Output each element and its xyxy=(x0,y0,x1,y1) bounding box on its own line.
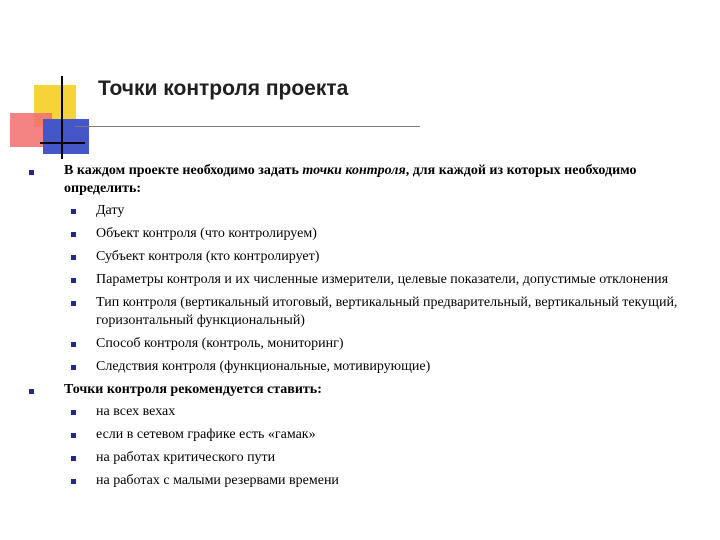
sub-item xyxy=(26,271,706,289)
sub-item-text: Параметры контроля и их численные измерители, целевые показатели, допустимые отклонения xyxy=(96,272,669,287)
item-1-text-a: В каждом проекте необходимо задать xyxy=(64,163,303,178)
sub-item-text: Способ контроля (контроль, мониторинг) xyxy=(96,336,344,351)
square-bullet-icon xyxy=(71,209,76,214)
sub-item xyxy=(26,426,706,444)
slide-body xyxy=(26,162,706,495)
sub-item-text: на всех вехах xyxy=(96,404,176,419)
bullet-item-2 xyxy=(26,381,706,399)
sub-item xyxy=(26,335,706,353)
sub-item xyxy=(26,449,706,467)
title-underline xyxy=(75,126,420,127)
sub-item-text: на работах критического пути xyxy=(96,450,276,465)
sub-item-text: Тип контроля (вертикальный итоговый, вертикальный предварительный, вертикальный текущий, горизонтальный функциональный) xyxy=(96,295,678,328)
square-bullet-icon xyxy=(71,456,76,461)
sub-item xyxy=(26,294,706,330)
square-bullet-icon xyxy=(71,278,76,283)
square-bullet-icon xyxy=(71,255,76,260)
sub-item-text: Субъект контроля (кто контролирует) xyxy=(96,249,320,264)
slide-title: Точки контроля проекта xyxy=(98,77,349,100)
item-2-text: Точки контроля рекомендуется ставить: xyxy=(64,382,322,397)
square-bullet-icon xyxy=(71,410,76,415)
logo-vertical-line xyxy=(61,76,63,159)
item-1-text-b: , для каждой из которых необходимо определить: xyxy=(64,163,637,196)
sub-item-text: на работах с малыми резервами времени xyxy=(96,473,339,488)
sub-item-text: Следствия контроля (функциональные, мотивирующие) xyxy=(96,359,431,374)
bullet-item-1 xyxy=(26,162,706,198)
sub-item-text: Объект контроля (что контролируем) xyxy=(96,226,317,241)
logo-horizontal-line xyxy=(40,142,85,144)
sub-item xyxy=(26,202,706,220)
square-bullet-icon xyxy=(71,365,76,370)
sub-item xyxy=(26,248,706,266)
sub-item xyxy=(26,225,706,243)
square-bullet-icon xyxy=(71,433,76,438)
square-bullet-icon xyxy=(71,232,76,237)
sub-item xyxy=(26,472,706,490)
square-bullet-icon xyxy=(29,389,34,394)
square-bullet-icon xyxy=(71,342,76,347)
item-1-emphasis: точки контроля xyxy=(302,163,406,178)
square-bullet-icon xyxy=(71,479,76,484)
sub-item xyxy=(26,403,706,421)
sub-item-text: Дату xyxy=(96,203,125,218)
square-bullet-icon xyxy=(71,301,76,306)
sub-item xyxy=(26,358,706,376)
square-bullet-icon xyxy=(29,170,34,175)
sub-item-text: если в сетевом графике есть «гамак» xyxy=(96,427,316,442)
logo-blue-square xyxy=(43,119,89,154)
